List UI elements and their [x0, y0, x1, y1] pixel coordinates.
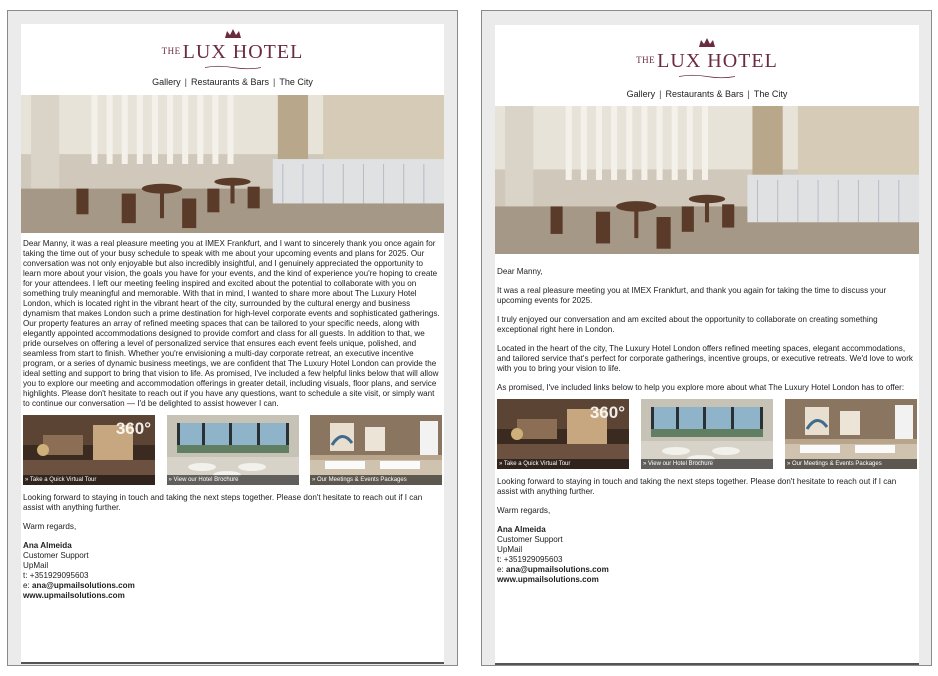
nav-separator: |: [659, 89, 662, 99]
nav-item-gallery[interactable]: Gallery: [626, 89, 656, 99]
closing-text: Looking forward to staying in touch and taking the next steps together. Please don't hesitate to reach out if I can assist with anything further.: [23, 493, 423, 512]
tile-caption: » Take a Quick Virtual Tour: [23, 475, 155, 485]
signature-email[interactable]: ana@upmailsolutions.com: [32, 581, 135, 590]
brochure-tile[interactable]: [641, 399, 773, 469]
nav-separator: |: [184, 77, 187, 87]
virtual-tour-tile[interactable]: [23, 415, 155, 485]
brochure-tile[interactable]: [167, 415, 299, 485]
email-message: [495, 267, 919, 393]
crown-icon: [224, 28, 242, 40]
link-tiles: [497, 399, 917, 469]
signature-title: Customer Support: [497, 535, 563, 544]
signature-website[interactable]: www.upmailsolutions.com: [497, 575, 599, 584]
signature: [21, 541, 444, 601]
closing-section: [21, 493, 444, 532]
hero-image: [495, 106, 919, 254]
crown-icon: [698, 37, 716, 49]
link-tiles: [23, 415, 442, 485]
360-badge: 360°: [115, 419, 151, 438]
email-message: [21, 239, 444, 409]
signature-website[interactable]: www.upmailsolutions.com: [23, 591, 125, 600]
tile-caption: » Our Meetings & Events Packages: [785, 459, 917, 469]
flourish-icon: [677, 74, 737, 79]
message-paragraph: Located in the heart of the city, The Luxury Hotel London offers refined meeting spaces, elegant accommodations, and tailored service that's perfect for corporate gatherings, incentive groups, or executive retreats. We'd love to work with you to bring your vision to life.: [497, 344, 913, 373]
signature-title: Customer Support: [23, 551, 89, 560]
signature-email-row: [23, 581, 442, 591]
hero-image: [21, 95, 444, 233]
logo-prefix: THE: [161, 46, 181, 56]
virtual-tour-tile[interactable]: [497, 399, 629, 469]
nav-item-gallery[interactable]: Gallery: [152, 77, 181, 87]
nav-item-city[interactable]: The City: [753, 89, 788, 99]
logo-name: LUX HOTEL: [657, 50, 778, 72]
signature-company: UpMail: [497, 545, 523, 554]
message-paragraph: Dear Manny, it was a real pleasure meeting you at IMEX Frankfurt, and I want to sincerely thank you once again for taking the time out of your busy schedule to speak with me about your upcoming events and plans for 2025. Our conversation was not only enjoyable but also incredibly insightful, and I genuinely appreciated the opportunity to learn more about your vision, the goals you have for your events, and the kind of experience you're hoping to create for your attendees. I left our meeting feeling inspired and excited about the potential to collaborate with you on something truly meaningful and memorable. With that in mind, I wanted to share more about The Luxury Hotel London, which is located right in the vibrant heart of the city, surrounded by the cultural energy and business dynamism that makes London such a prime destination for high-level corporate events and sophisticated gatherings. Our property features an array of refined meeting spaces that can be tailored to your specific needs, along with elegantly appointed accommodations designed to provide comfort and class for all guests. In addition to that, we pride ourselves on offering a level of personalized service that ensures each event feels unique, polished, and seamless from start to finish. Whether you're envisioning a multi-day corporate retreat, an executive incentive program, or a series of dynamic business meetings, we are confident that The Luxury Hotel London can provide the ideal setting and support to bring that vision to life. As promised, I've included a few helpful links below that will allow you to explore our meeting and accommodation offerings in greater detail, including visuals, floor plans, and service highlights. Please don't hesitate to reach out if you have any questions, want to schedule a site visit, or simply want to continue our conversation — I'd be delighted to assist however I can.: [23, 239, 440, 408]
nav-item-restaurants[interactable]: Restaurants & Bars: [190, 77, 270, 87]
email-label: e:: [497, 565, 504, 574]
signature-email-row: [497, 565, 917, 575]
nav-menu: [495, 86, 919, 102]
tile-caption: » View our Hotel Brochure: [167, 475, 299, 485]
message-paragraph: As promised, I've included links below to help you explore more about what The Luxury Hotel London has to offer:: [497, 383, 905, 392]
nav-item-city[interactable]: The City: [279, 77, 313, 87]
tile-caption: » Our Meetings & Events Packages: [310, 475, 442, 485]
nav-item-restaurants[interactable]: Restaurants & Bars: [665, 89, 744, 99]
signature-company: UpMail: [23, 561, 49, 570]
message-paragraph: It was a real pleasure meeting you at IMEX Frankfurt, and thank you again for taking the time to discuss your upcoming events for 2025.: [497, 286, 887, 305]
closing-text: Looking forward to staying in touch and taking the next steps together. Please don't hesitate to reach out if I can assist with anything further.: [497, 477, 897, 496]
events-packages-tile[interactable]: [785, 399, 917, 469]
logo-name: LUX HOTEL: [182, 41, 304, 63]
nav-separator: |: [747, 89, 750, 99]
360-badge: 360°: [589, 403, 625, 422]
email-preview-short: [481, 10, 932, 666]
closing-section: [495, 477, 919, 516]
nav-menu: [21, 74, 444, 90]
flourish-icon: [203, 65, 263, 70]
signature-phone: t: +351929095603: [23, 571, 89, 580]
tile-caption: » View our Hotel Brochure: [641, 459, 773, 469]
footer-divider: [21, 662, 444, 664]
logo-prefix: THE: [636, 55, 656, 65]
events-packages-tile[interactable]: [310, 415, 442, 485]
signature-name: Ana Almeida: [23, 541, 72, 550]
nav-separator: |: [273, 77, 276, 87]
email-body: [495, 25, 919, 665]
hotel-logo: [495, 33, 919, 79]
signoff: Warm regards,: [497, 506, 551, 515]
greeting: Dear Manny,: [497, 267, 543, 276]
footer-divider: [495, 663, 919, 665]
signature-name: Ana Almeida: [497, 525, 546, 534]
signoff: Warm regards,: [23, 522, 77, 531]
signature: [495, 525, 919, 585]
hotel-logo: [21, 24, 444, 70]
email-preview-long: [7, 10, 458, 666]
email-body: [21, 24, 444, 664]
signature-email[interactable]: ana@upmailsolutions.com: [506, 565, 609, 574]
tile-caption: » Take a Quick Virtual Tour: [497, 459, 629, 469]
signature-phone: t: +351929095603: [497, 555, 563, 564]
email-label: e:: [23, 581, 30, 590]
message-paragraph: I truly enjoyed our conversation and am excited about the opportunity to collaborate on creating something exceptional right here in London.: [497, 315, 878, 334]
